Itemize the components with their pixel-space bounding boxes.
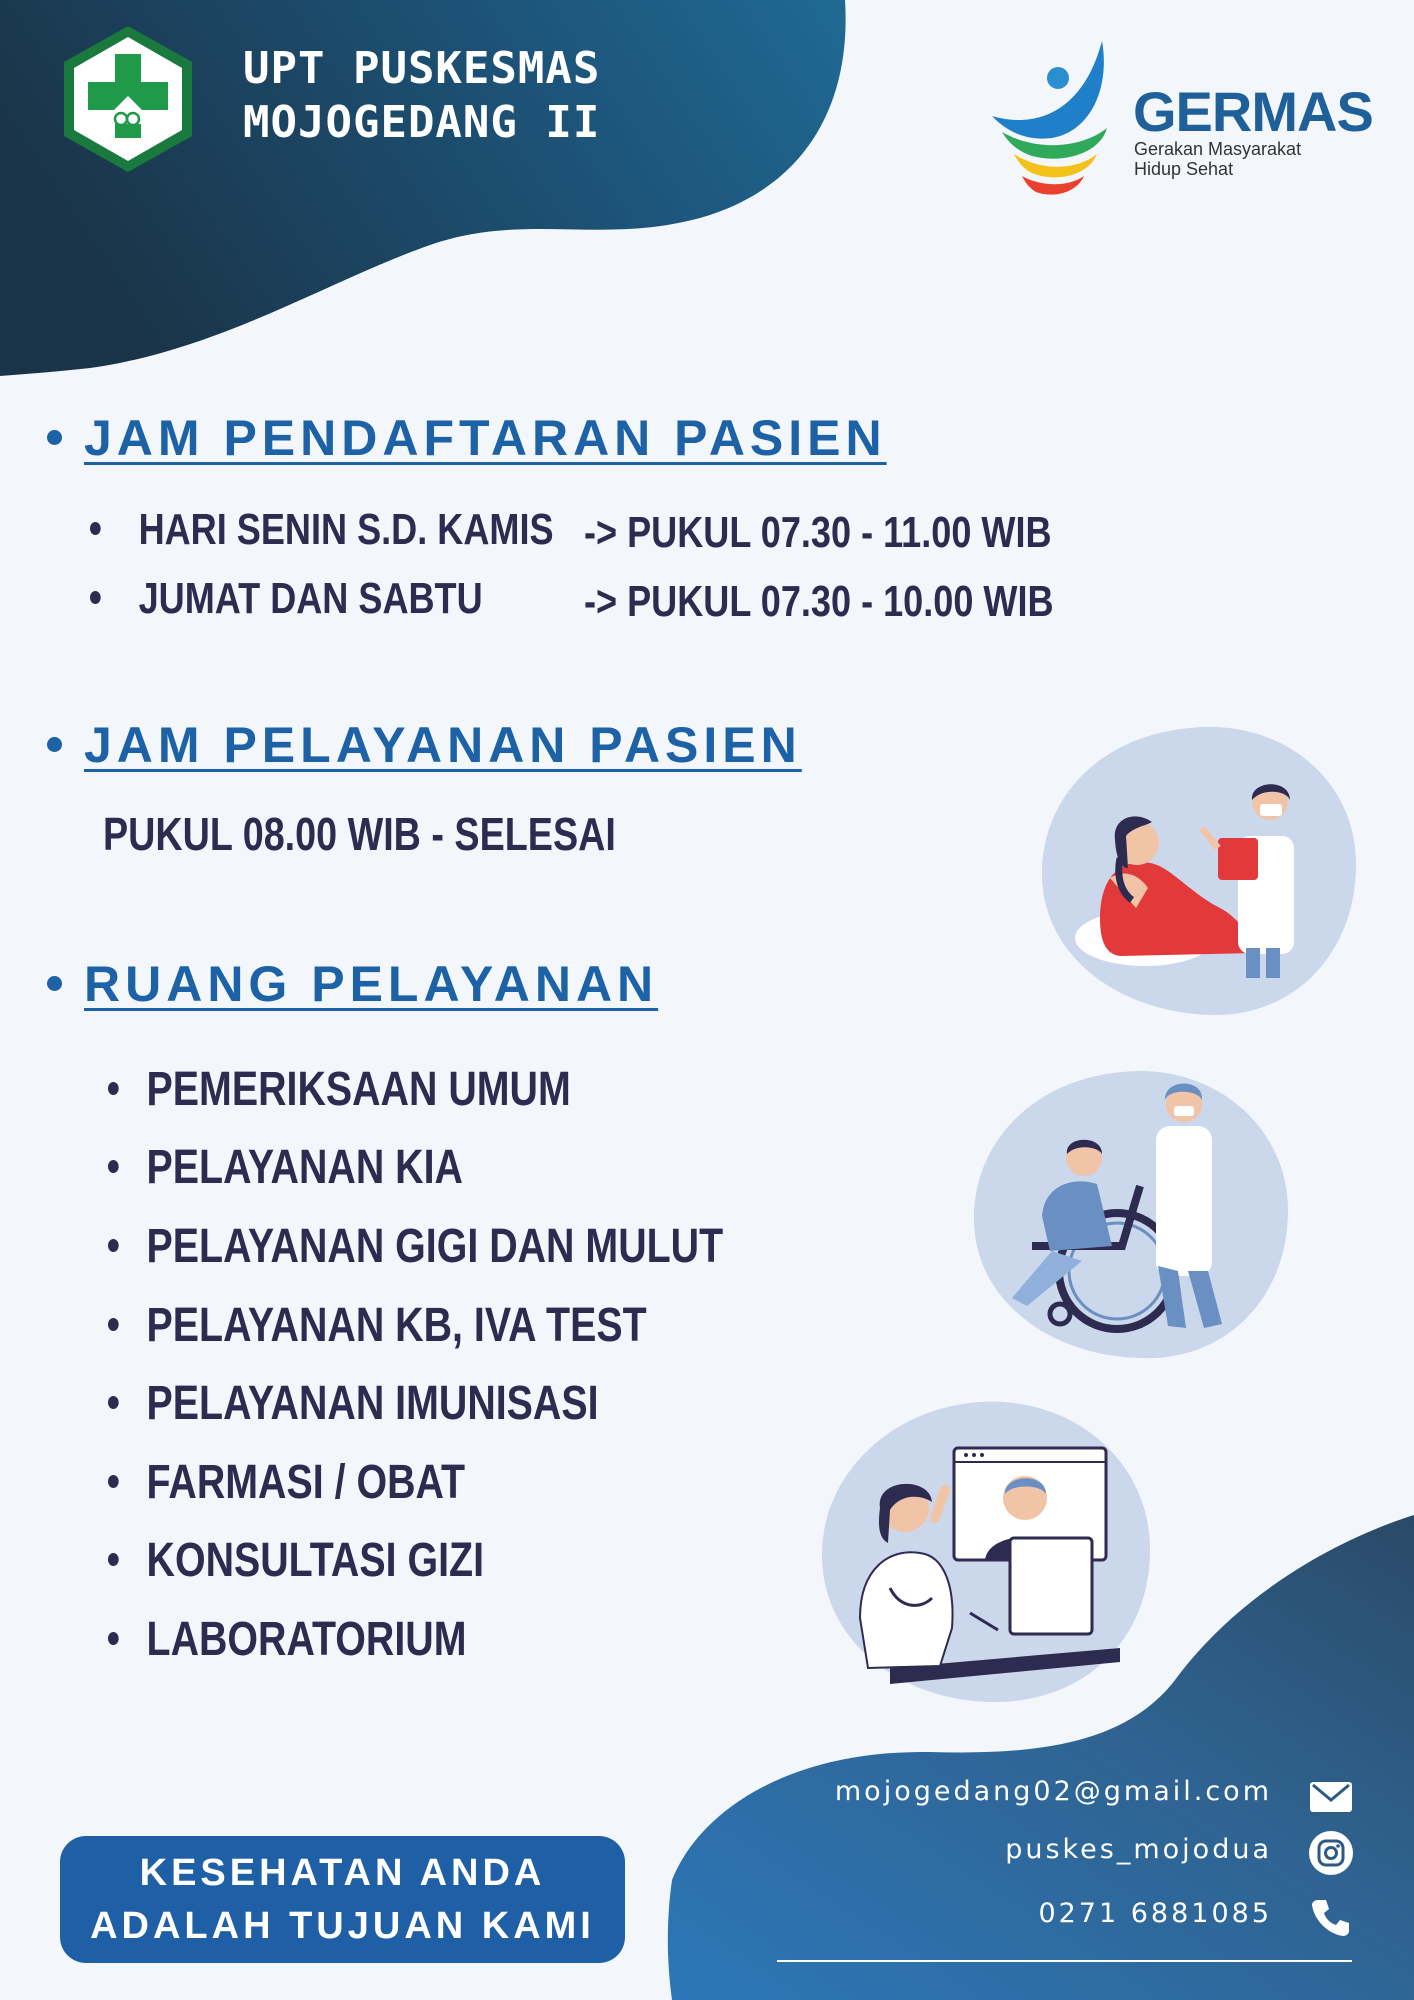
germas-title: GERMAS (1133, 80, 1373, 143)
list-item (108, 1612, 466, 1668)
list-item-label: FARMASI / OBAT (146, 1456, 466, 1509)
schedule-days: JUMAT DAN SABTU (138, 574, 483, 623)
service-hours-heading (47, 715, 802, 775)
list-item-label: PEMERIKSAAN UMUM (146, 1063, 571, 1116)
list-item (108, 1298, 647, 1354)
list-item-label: KONSULTASI GIZI (146, 1534, 485, 1587)
organization-line-1: UPT PUSKESMAS (243, 43, 601, 94)
organization-name (243, 42, 600, 150)
registration-heading (47, 408, 887, 468)
schedule-time: -> PUKUL 07.30 - 10.00 WIB (584, 577, 1054, 626)
email-address[interactable]: mojogedang02@gmail.com (834, 1776, 1272, 1807)
schedule-row (90, 574, 483, 624)
bullet (90, 522, 101, 535)
list-item (108, 1376, 599, 1432)
germas-subtitle-line-2: Hidup Sehat (1134, 159, 1234, 179)
schedule-time: -> PUKUL 07.30 - 11.00 WIB (584, 508, 1052, 557)
instagram-handle[interactable]: puskes_mojodua (1005, 1834, 1272, 1865)
telemedicine-illustration (820, 1398, 1156, 1704)
phone-number[interactable]: 0271 6881085 (1038, 1898, 1272, 1929)
list-item-label: PELAYANAN KIA (146, 1141, 463, 1194)
bullet (47, 976, 62, 991)
bullet (108, 1553, 119, 1566)
germas-subtitle-line-1: Gerakan Masyarakat (1134, 139, 1302, 159)
pregnancy-consultation-illustration (1040, 718, 1360, 1018)
bullet (108, 1239, 119, 1252)
bullet (90, 591, 101, 604)
phone-icon (1308, 1894, 1354, 1940)
schedule-row (90, 505, 554, 555)
bullet (108, 1082, 119, 1095)
bullet (108, 1475, 119, 1488)
bullet (108, 1318, 119, 1331)
list-item-label: PELAYANAN KB, IVA TEST (146, 1299, 647, 1352)
puskesmas-logo (60, 24, 196, 174)
germas-subtitle (1134, 139, 1301, 179)
envelope-icon (1308, 1774, 1354, 1820)
list-item (108, 1140, 463, 1196)
list-item (108, 1219, 723, 1275)
slogan-banner (60, 1836, 625, 1963)
rooms-heading-text: RUANG PELAYANAN (84, 956, 659, 1012)
list-item-label: PELAYANAN IMUNISASI (146, 1377, 599, 1430)
germas-logo-mark (992, 36, 1134, 208)
schedule-days: HARI SENIN S.D. KAMIS (138, 505, 554, 554)
slogan-line-1: KESEHATAN ANDA (139, 1852, 546, 1894)
service-hours-heading-text: JAM PELAYANAN PASIEN (84, 717, 802, 773)
contact-divider (777, 1960, 1352, 1962)
bullet (108, 1632, 119, 1645)
bullet (47, 737, 62, 752)
list-item-label: PELAYANAN GIGI DAN MULUT (146, 1220, 724, 1273)
service-hours-text: PUKUL 08.00 WIB - SELESAI (103, 808, 616, 860)
list-item-label: LABORATORIUM (146, 1613, 467, 1666)
list-item (108, 1533, 484, 1589)
bullet (108, 1160, 119, 1173)
slogan-line-2: ADALAH TUJUAN KAMI (90, 1905, 595, 1947)
bullet (108, 1396, 119, 1409)
rooms-heading (47, 954, 658, 1014)
registration-heading-text: JAM PENDAFTARAN PASIEN (84, 410, 887, 466)
instagram-icon (1308, 1830, 1354, 1876)
list-item (108, 1062, 571, 1118)
bullet (47, 430, 62, 445)
organization-line-2: MOJOGEDANG II (243, 97, 601, 148)
wheelchair-illustration (972, 1066, 1292, 1362)
list-item (108, 1455, 465, 1511)
